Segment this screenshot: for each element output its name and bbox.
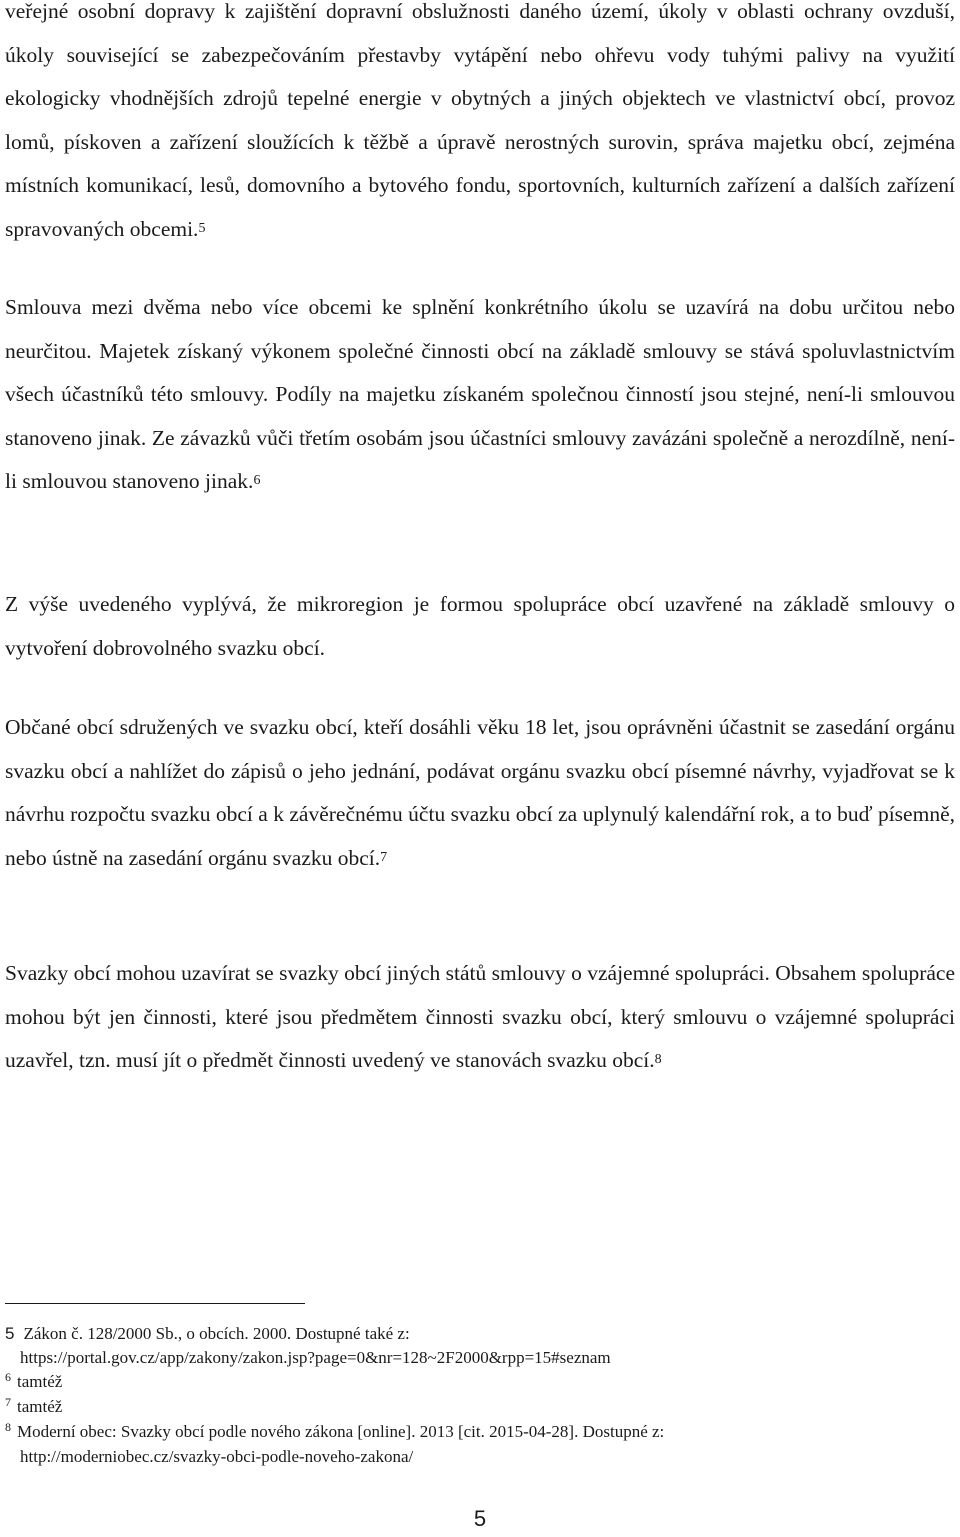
footnote-separator — [5, 1303, 305, 1304]
footnote-number: 5 — [5, 1324, 15, 1343]
footnote-number: 6 — [5, 1370, 11, 1384]
footnote-ref-6[interactable]: 6 — [253, 473, 261, 489]
paragraph-2 — [5, 286, 955, 504]
footnote-link[interactable]: https://portal.gov.cz/app/zakony/zakon.jsp?page=0&nr=128~2F2000&rpp=15#seznam — [20, 1348, 611, 1367]
paragraph-2-text: Smlouva mezi dvěma nebo více obcemi ke splnění konkrétního úkolu se uzavírá na dobu určitou nebo neurčitou. Majetek získaný výkonem společné činnosti obcí na základě smlouvy se stává spoluvlastnictvím všech účastníků této smlouvy. Podíly na majetku získaném společnou činností jsou stejné, není-li smlouvou stanoveno jinak. Ze závazků vůči třetím osobám jsou účastníci smlouvy zavázáni společně a nerozdílně, není-li smlouvou stanoveno jinak. — [5, 295, 955, 494]
paragraph-5-text: Svazky obcí mohou uzavírat se svazky obcí jiných států smlouvy o vzájemné spolupráci. Obsahem spolupráce mohou být jen činnosti, které jsou předmětem činnosti svazku obcí, který smlouvu o vzájemné spolupráci uzavřel, tzn. musí jít o předmět činnosti uvedený ve stanovách svazku obcí. — [5, 961, 955, 1073]
footnote-text: Moderní obec: Svazky obcí podle nového zákona [online]. 2013 [cit. 2015-04-28]. Dostupné z: — [17, 1422, 665, 1441]
paragraph-1-text: veřejné osobní dopravy k zajištění dopravní obslužnosti daného území, úkoly v oblasti ochrany ovzduší, úkoly související se zabezpečováním přestavby vytápění nebo ohřevu vody tuhými palivy na využití ekologicky vhodnějších zdrojů tepelné energie v obytných a jiných objektech ve vlastnictví obcí, provoz lomů, pískoven a zařízení sloužících k těžbě a úpravě nerostných surovin, správa majetku obcí, zejména místních komunikací, lesů, domovního a bytového fondu, sportovních, kulturních zařízení a dalších zařízení spravovaných obcemi. — [5, 0, 955, 241]
page-number: 5 — [473, 1506, 487, 1531]
footnote-number: 7 — [5, 1395, 11, 1409]
footnote-ref-8[interactable]: 8 — [654, 1052, 662, 1068]
paragraph-3 — [5, 583, 955, 670]
footnote-ref-5[interactable]: 5 — [198, 220, 206, 236]
footnote-link[interactable]: http://moderniobec.cz/svazky-obci-podle-noveho-zakona/ — [20, 1447, 414, 1466]
footnote-ref-7[interactable]: 7 — [380, 849, 388, 865]
footnote-7 — [5, 1395, 955, 1420]
paragraph-1 — [5, 0, 955, 252]
paragraph-5 — [5, 952, 955, 1083]
footnote-number: 8 — [5, 1420, 11, 1434]
paragraph-3-text: Z výše uvedeného vyplývá, že mikroregion je formou spolupráce obcí uzavřené na základě smlouvy o vytvoření dobrovolného svazku obcí. — [5, 592, 955, 660]
footnotes — [5, 1322, 955, 1469]
footnote-text: Zákon č. 128/2000 Sb., o obcích. 2000. Dostupné také z: — [23, 1324, 410, 1343]
footnote-text: tamtéž — [17, 1397, 63, 1416]
footnote-6 — [5, 1370, 955, 1395]
paragraph-4 — [5, 706, 955, 880]
paragraph-4-text: Občané obcí sdružených ve svazku obcí, kteří dosáhli věku 18 let, jsou oprávněni účastnit se zasedání orgánu svazku obcí a nahlížet do zápisů o jeho jednání, podávat orgánu svazku obcí písemné návrhy, vyjadřovat se k návrhu rozpočtu svazku obcí a k závěrečnému účtu svazku obcí za uplynulý kalendářní rok, a to buď písemně, nebo ústně na zasedání orgánu svazku obcí. — [5, 715, 955, 870]
footnote-text: tamtéž — [17, 1372, 63, 1391]
footnote-5 — [5, 1322, 955, 1370]
footnote-8 — [5, 1420, 955, 1469]
